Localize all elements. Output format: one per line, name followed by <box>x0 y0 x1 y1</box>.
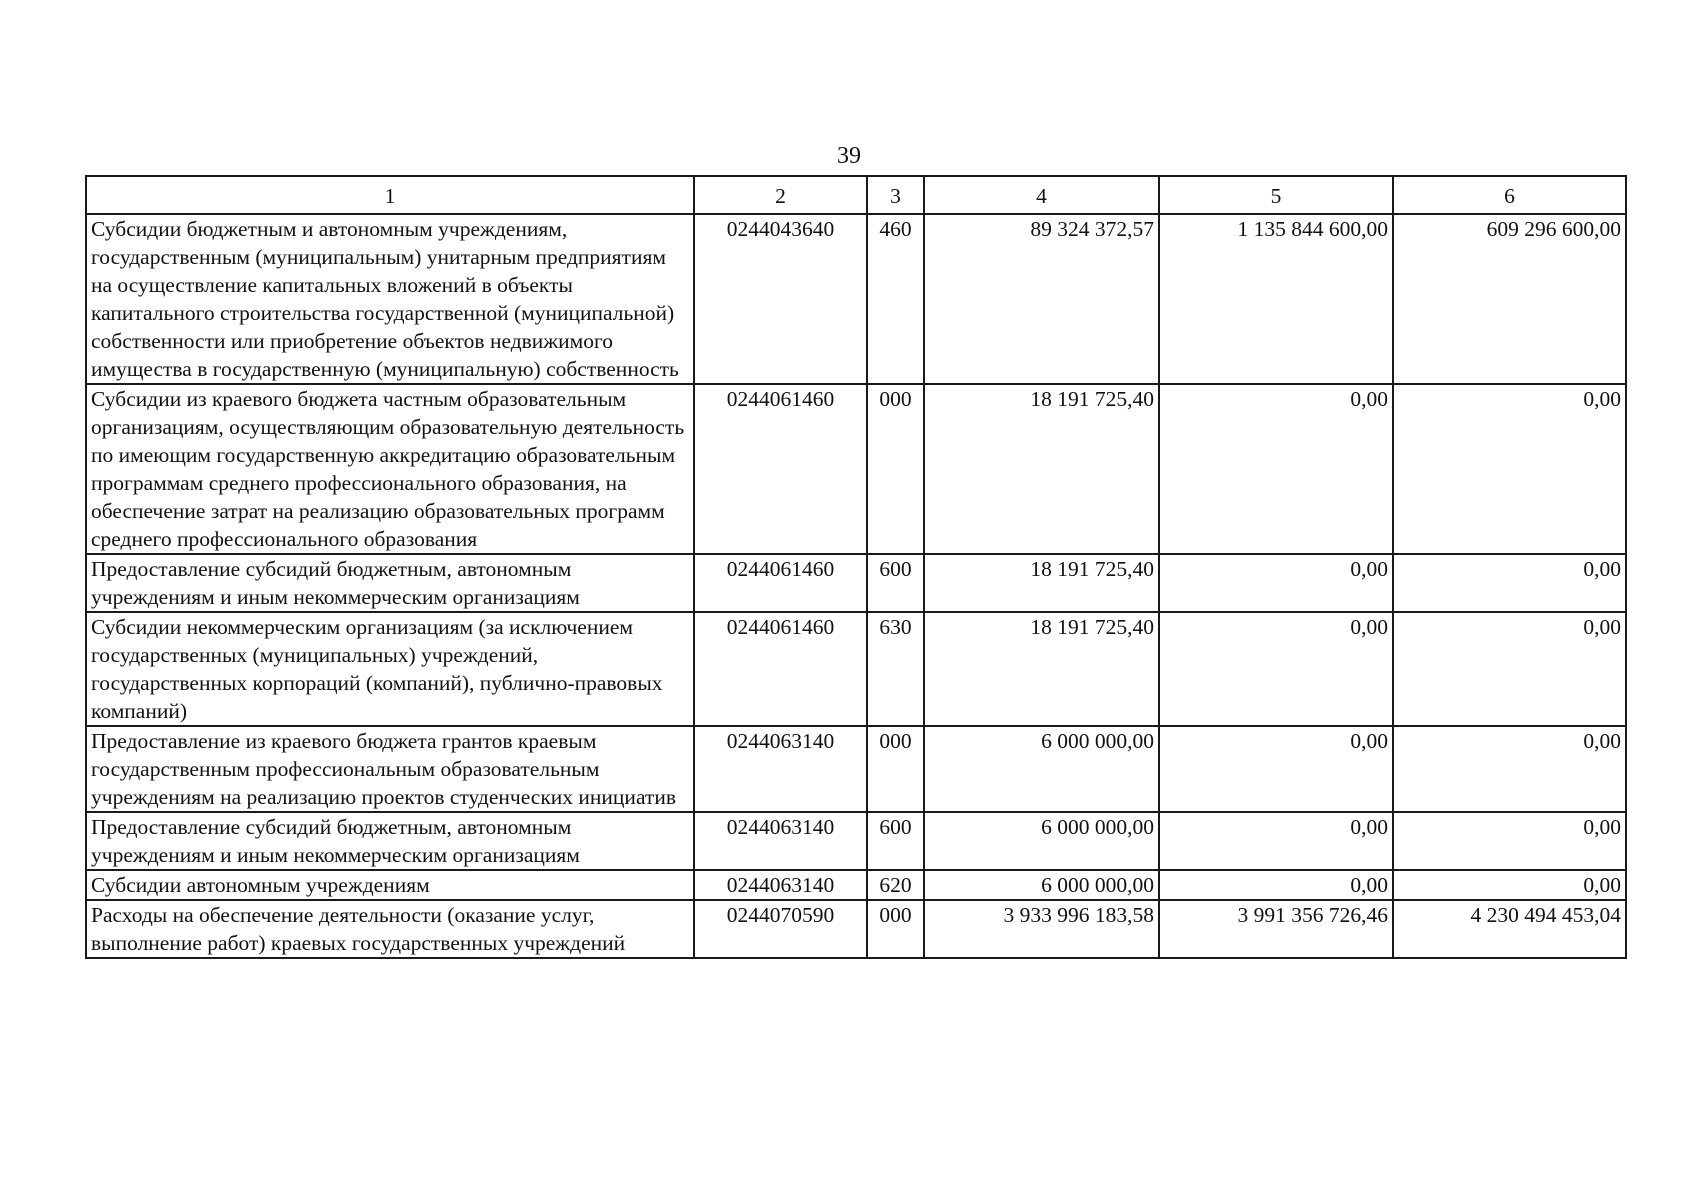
row-amount-col6: 0,00 <box>1393 726 1626 812</box>
row-amount-col6: 0,00 <box>1393 554 1626 612</box>
row-amount-col5: 0,00 <box>1159 612 1393 726</box>
row-amount-col4: 18 191 725,40 <box>924 612 1159 726</box>
row-amount-col4: 3 933 996 183,58 <box>924 900 1159 958</box>
row-amount-col4: 6 000 000,00 <box>924 870 1159 900</box>
row-amount-col6: 0,00 <box>1393 384 1626 554</box>
row-target-code: 0244061460 <box>694 384 867 554</box>
header-row <box>86 176 1626 214</box>
table-row <box>86 870 1626 900</box>
row-amount-col6: 609 296 600,00 <box>1393 214 1626 384</box>
row-expense-type: 600 <box>867 812 924 870</box>
row-target-code: 0244063140 <box>694 870 867 900</box>
row-amount-col4: 6 000 000,00 <box>924 812 1159 870</box>
row-amount-col5: 0,00 <box>1159 870 1393 900</box>
column-header-6: 6 <box>1393 176 1626 214</box>
table-row <box>86 900 1626 958</box>
row-name: Предоставление субсидий бюджетным, автономным учреждениям и иным некоммерческим организациям <box>86 554 694 612</box>
table-row <box>86 726 1626 812</box>
row-name: Расходы на обеспечение деятельности (оказание услуг, выполнение работ) краевых государственных учреждений <box>86 900 694 958</box>
row-name: Субсидии бюджетным и автономным учреждениям, государственным (муниципальным) унитарным предприятиям на осуществление капитальных вложений в объекты капитального строительства государственной (муниципальной) собственности или приобретение объектов недвижимого имущества в государственную (муниципальную) собственность <box>86 214 694 384</box>
row-expense-type: 600 <box>867 554 924 612</box>
row-amount-col6: 0,00 <box>1393 812 1626 870</box>
row-amount-col6: 4 230 494 453,04 <box>1393 900 1626 958</box>
row-amount-col5: 0,00 <box>1159 554 1393 612</box>
row-expense-type: 460 <box>867 214 924 384</box>
table-row <box>86 384 1626 554</box>
row-target-code: 0244070590 <box>694 900 867 958</box>
row-amount-col5: 0,00 <box>1159 812 1393 870</box>
table-row <box>86 554 1626 612</box>
row-amount-col5: 3 991 356 726,46 <box>1159 900 1393 958</box>
row-name: Предоставление из краевого бюджета грантов краевым государственным профессиональным образовательным учреждениям на реализацию проектов студенческих инициатив <box>86 726 694 812</box>
row-amount-col5: 0,00 <box>1159 384 1393 554</box>
row-expense-type: 630 <box>867 612 924 726</box>
row-target-code: 0244061460 <box>694 554 867 612</box>
row-amount-col4: 18 191 725,40 <box>924 384 1159 554</box>
row-amount-col6: 0,00 <box>1393 870 1626 900</box>
row-target-code: 0244063140 <box>694 812 867 870</box>
row-amount-col5: 1 135 844 600,00 <box>1159 214 1393 384</box>
row-amount-col4: 89 324 372,57 <box>924 214 1159 384</box>
row-amount-col4: 18 191 725,40 <box>924 554 1159 612</box>
column-header-3: 3 <box>867 176 924 214</box>
column-header-2: 2 <box>694 176 867 214</box>
budget-table <box>85 175 1627 959</box>
table-row <box>86 612 1626 726</box>
column-header-4: 4 <box>924 176 1159 214</box>
row-target-code: 0244061460 <box>694 612 867 726</box>
row-expense-type: 000 <box>867 900 924 958</box>
row-name: Субсидии автономным учреждениям <box>86 870 694 900</box>
row-expense-type: 000 <box>867 384 924 554</box>
row-amount-col5: 0,00 <box>1159 726 1393 812</box>
table-row <box>86 214 1626 384</box>
row-amount-col4: 6 000 000,00 <box>924 726 1159 812</box>
column-header-1: 1 <box>86 176 694 214</box>
table-row <box>86 812 1626 870</box>
page-number: 39 <box>837 143 861 169</box>
row-expense-type: 620 <box>867 870 924 900</box>
row-target-code: 0244043640 <box>694 214 867 384</box>
row-amount-col6: 0,00 <box>1393 612 1626 726</box>
row-target-code: 0244063140 <box>694 726 867 812</box>
row-expense-type: 000 <box>867 726 924 812</box>
column-header-5: 5 <box>1159 176 1393 214</box>
row-name: Субсидии из краевого бюджета частным образовательным организациям, осуществляющим образовательную деятельность по имеющим государственную аккредитацию образовательным программам среднего профессионального образования, на обеспечение затрат на реализацию образовательных программ среднего профессионального образования <box>86 384 694 554</box>
row-name: Субсидии некоммерческим организациям (за исключением государственных (муниципальных) учреждений, государственных корпораций (компаний), публично-правовых компаний) <box>86 612 694 726</box>
row-name: Предоставление субсидий бюджетным, автономным учреждениям и иным некоммерческим организациям <box>86 812 694 870</box>
